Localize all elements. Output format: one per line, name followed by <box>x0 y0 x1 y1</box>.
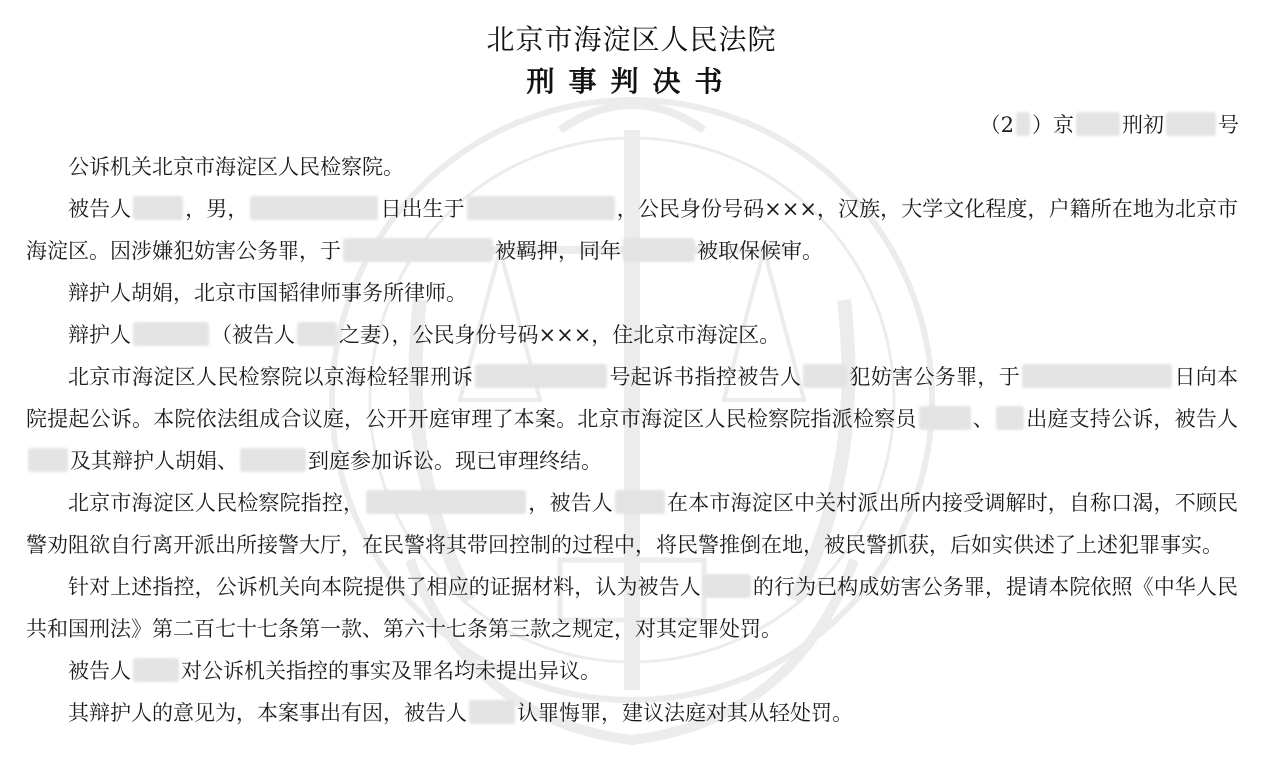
paragraph-prosecutor: 公诉机关北京市海淀区人民检察院。 <box>68 155 404 179</box>
redacted-text <box>297 322 337 346</box>
text-segment: 认罪悔罪，建议法庭对其从轻处罚。 <box>517 701 853 725</box>
text-segment: 的行为已构成妨害公务罪，提请本院依照《中华人民共和国刑法》第二百七十七条第一款、第六十七条第三款之规定，对其定罪处罚。 <box>26 575 1238 641</box>
paragraph-defendant-response <box>26 650 1238 692</box>
document-title: 刑事判决书 <box>526 65 737 98</box>
redacted-text <box>1166 112 1216 136</box>
redacted-text <box>1022 364 1172 388</box>
text-segment: 北京市海淀区人民检察院指控， <box>68 491 365 515</box>
redacted-text <box>366 490 526 514</box>
redacted-text <box>467 196 615 220</box>
redacted-text <box>133 322 209 346</box>
text-segment: 北京市海淀区人民检察院以京海检轻罪刑诉 <box>68 365 474 389</box>
redacted-text <box>623 238 695 262</box>
redacted-text <box>240 448 306 472</box>
judgment-body <box>26 146 1238 734</box>
paragraph-evidence <box>26 566 1238 650</box>
redacted-text <box>996 406 1024 430</box>
text-segment: 、 <box>972 407 994 431</box>
paragraph-prosecution-history <box>26 356 1238 482</box>
redacted-text <box>250 196 378 220</box>
redacted-text <box>803 364 847 388</box>
text-segment: 在本市海淀区中关村派出所内接受调解时，自称口渴，不顾民警劝阻欲自行离开派出所接警大厅，在民警将其带回控制的过程中，将民警推倒在地，被民警抓获，后如实供述了上述犯罪事实。 <box>26 491 1239 557</box>
paragraph-accusation <box>26 482 1238 566</box>
case-number-open: （2 <box>979 113 1014 137</box>
redacted-text <box>133 196 183 220</box>
text-segment: 犯妨害公务罪，于 <box>849 365 1021 389</box>
text-segment: 被羁押，同年 <box>495 239 621 263</box>
text-segment: 之妻），公民身份号码×××，住北京市海淀区。 <box>339 323 781 347</box>
text-segment: 其辩护人的意见为，本案事出有因，被告人 <box>68 701 467 725</box>
redacted-text <box>469 700 515 724</box>
text-segment: （被告人 <box>211 323 295 347</box>
text-segment: 出庭支持公诉，被告人 <box>1025 407 1239 431</box>
paragraph-defense-relative <box>26 314 1238 356</box>
case-number <box>980 110 1239 140</box>
paragraph-defendant <box>26 188 1238 272</box>
redacted-text <box>615 490 665 514</box>
text-segment: 日向本院提起公诉。本院依法组成合议庭，公开开庭审理了本案。北京市海淀区人民检察院指派检察员 <box>26 365 1239 431</box>
redacted-text <box>343 238 493 262</box>
case-number-close: ）京 <box>1032 113 1074 137</box>
text-segment: 针对上述指控，公诉机关向本院提供了相应的证据材料，认为被告人 <box>68 575 701 599</box>
redacted-text <box>1076 112 1120 136</box>
text-segment: ，公民身份号码×××，汉族，大学文化程度，户籍所在地为北京市海淀区。因涉嫌犯妨害公务罪，于 <box>26 197 1239 263</box>
text-segment: 到庭参加诉讼。现已审理终结。 <box>308 449 602 473</box>
court-name: 北京市海淀区人民法院 <box>486 23 777 56</box>
text-segment: 对公诉机关指控的事实及罪名均未提出异议。 <box>181 659 601 683</box>
redacted-text <box>1016 112 1030 136</box>
redacted-text <box>919 406 971 430</box>
text-segment: ，被告人 <box>528 491 613 515</box>
text-segment: 辩护人 <box>68 323 131 347</box>
redacted-text <box>133 658 179 682</box>
text-segment: 被告人 <box>68 659 131 683</box>
text-segment: 被告人 <box>68 197 132 221</box>
case-number-mid: 刑初 <box>1122 113 1164 137</box>
redacted-text <box>475 364 607 388</box>
text-segment: 被取保候审。 <box>697 239 823 263</box>
text-segment: ，男， <box>185 197 249 221</box>
redacted-text <box>28 448 68 472</box>
paragraph-defense-opinion <box>26 692 1238 734</box>
paragraph-defense-lawyer: 辩护人胡娟，北京市国韬律师事务所律师。 <box>68 281 467 305</box>
redacted-text <box>703 574 751 598</box>
text-segment: 号起诉书指控被告人 <box>609 365 802 389</box>
text-segment: 日出生于 <box>380 197 465 221</box>
text-segment: 及其辩护人胡娟、 <box>70 449 238 473</box>
case-number-end: 号 <box>1218 113 1239 137</box>
